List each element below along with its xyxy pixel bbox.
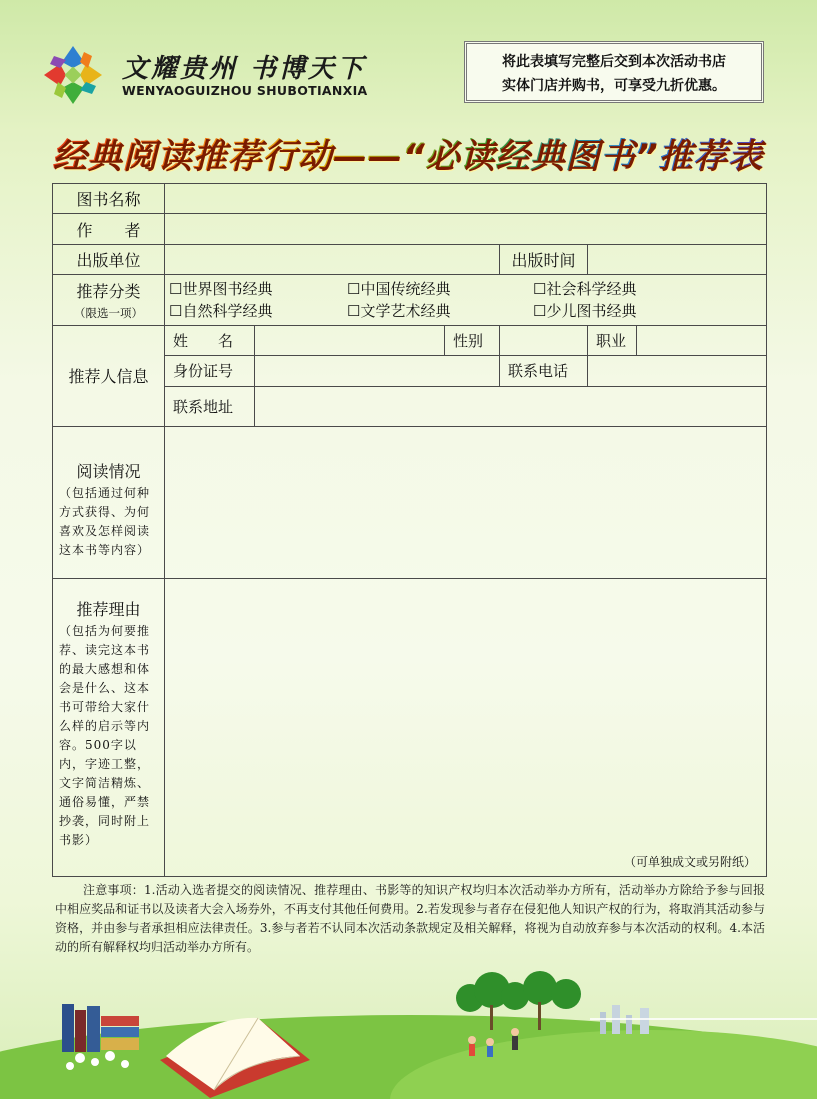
job-field[interactable] [637,325,767,355]
reason-field[interactable] [165,579,767,877]
notice-line-2: 实体门店并购书，可享受九折优惠。 [502,78,726,94]
reason-label-cell [53,579,165,877]
category-label: 推荐分类 [76,281,141,301]
pub-date-label: 出版时间 [500,244,588,274]
tree-icon [456,971,581,1012]
recommendation-form [52,183,767,877]
id-field[interactable] [255,356,500,386]
publisher-label: 出版单位 [53,244,165,274]
reading-note: （包括通过何种方式获得、为何喜欢及怎样阅读这本书等内容） [59,486,151,558]
author-field[interactable] [165,214,767,244]
gender-field[interactable] [500,325,588,355]
address-field[interactable] [255,386,767,427]
category-options [165,275,767,326]
publisher-field[interactable] [165,244,500,274]
book-name-label: 图书名称 [53,184,165,214]
slogan-english: WENYAOGUIZHOU SHUBOTIANXIA [122,83,368,98]
notice-line-1: 将此表填写完整后交到本次活动书店 [502,54,726,70]
book-name-field[interactable] [165,184,767,214]
pub-date-field[interactable] [588,244,767,274]
slogan-chinese: 文耀贵州 书博天下 [122,54,367,84]
terms-notes: 注意事项：1.活动入选者提交的阅读情况、推荐理由、书影等的知识产权均归本次活动举办方所有，活动举办方除给予参与回报中相应奖品和证书以及读者大会入场券外，不再支付其他任何费用。2.若发现参与者存在侵犯他人知识产权的行为，将取消其活动参与资格，并由参与者承担相应法律责任。3.参与者若不认同本次活动条款规定及相关解释，将视为自动放弃参与本次活动的权利。4.本活动的所有解释权均归活动举办方所有。 [55,883,765,954]
gender-label: 性别 [445,325,500,355]
id-label: 身份证号 [165,356,255,386]
discount-notice [464,41,764,103]
category-note: （限选一项） [74,305,143,320]
logo-icon [40,42,106,108]
category-option[interactable]: ☐世界图书经典 [169,280,273,298]
address-label: 联系地址 [165,386,255,427]
category-option[interactable]: ☐社会科学经典 [533,280,637,298]
recommender-label: 推荐人信息 [53,325,165,426]
phone-field[interactable] [588,356,767,386]
author-label: 作 者 [53,214,165,244]
name-label: 姓 名 [165,325,255,355]
page-title: 经典阅读推荐行动——“必读经典图书”推荐表 [52,128,772,177]
attach-note: （可单独成文或另附纸） [623,855,756,869]
reading-field[interactable] [165,427,767,579]
category-option[interactable]: ☐中国传统经典 [347,280,451,298]
job-label: 职业 [588,325,637,355]
reason-note: （包括为何要推荐、读完这本书的最大感想和体会是什么、这本书可带给大家什么样的启示等内容。500字以内，字迹工整，文字简洁精炼、通俗易懂，严禁抄袭，同时附上书影） [59,624,151,848]
phone-label: 联系电话 [500,356,588,386]
category-option[interactable]: ☐文学艺术经典 [347,302,451,320]
reason-label: 推荐理由 [76,600,141,620]
category-option[interactable]: ☐少儿图书经典 [533,302,637,320]
category-option[interactable]: ☐自然科学经典 [169,302,273,320]
landscape-illustration [0,960,817,1099]
name-field[interactable] [255,325,445,355]
reading-label: 阅读情况 [76,462,141,482]
category-label-cell [53,275,165,326]
reading-label-cell [53,427,165,579]
